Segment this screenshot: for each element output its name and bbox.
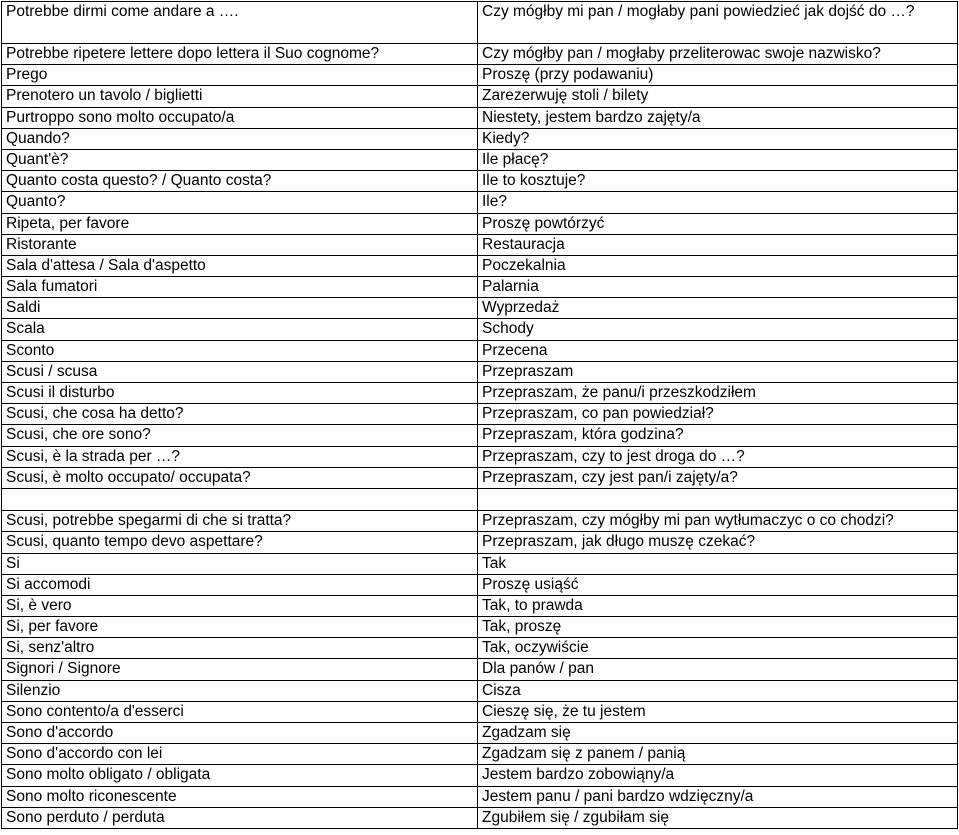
italian-phrase-cell: Sono molto riconescente — [2, 786, 478, 807]
table-row — [2, 86, 958, 107]
table-row — [2, 532, 958, 553]
table-row — [2, 680, 958, 701]
polish-translation-cell: Zgadzam się z panem / panią — [478, 744, 958, 765]
italian-phrase-cell — [2, 488, 478, 510]
polish-translation-cell: Cisza — [478, 680, 958, 701]
table-row — [2, 617, 958, 638]
polish-translation-cell: Tak, oczywiście — [478, 638, 958, 659]
italian-phrase-cell: Scusi, potrebbe spegarmi di che si tratta? — [2, 511, 478, 532]
polish-translation-cell: Tak, to prawda — [478, 595, 958, 616]
table-row — [2, 553, 958, 574]
italian-phrase-cell: Sono perduto / perduta — [2, 807, 478, 828]
polish-translation-cell: Przepraszam, czy to jest droga do …? — [478, 446, 958, 467]
italian-phrase-cell: Prego — [2, 65, 478, 86]
table-row — [2, 659, 958, 680]
polish-translation-cell: Przepraszam, że panu/i przeszkodziłem — [478, 383, 958, 404]
italian-phrase-cell: Saldi — [2, 298, 478, 319]
polish-translation-cell: Poczekalnia — [478, 255, 958, 276]
table-row — [2, 807, 958, 828]
polish-translation-cell: Zarezerwuję stoli / bilety — [478, 86, 958, 107]
italian-phrase-cell: Scusi / scusa — [2, 361, 478, 382]
table-row — [2, 149, 958, 170]
table-row — [2, 234, 958, 255]
polish-translation-cell: Przecena — [478, 340, 958, 361]
polish-translation-cell: Palarnia — [478, 277, 958, 298]
polish-translation-cell: Przepraszam — [478, 361, 958, 382]
table-row — [2, 765, 958, 786]
italian-phrase-cell: Potrebbe dirmi come andare a …. — [2, 2, 478, 44]
table-row — [2, 511, 958, 532]
italian-phrase-cell: Ristorante — [2, 234, 478, 255]
polish-translation-cell: Przepraszam, co pan powiedział? — [478, 404, 958, 425]
italian-phrase-cell: Si — [2, 553, 478, 574]
polish-translation-cell: Czy mógłby pan / mogłaby przeliterowac swoje nazwisko? — [478, 44, 958, 65]
italian-phrase-cell: Si, senz'altro — [2, 638, 478, 659]
italian-phrase-cell: Signori / Signore — [2, 659, 478, 680]
table-row — [2, 638, 958, 659]
polish-translation-cell: Ile? — [478, 192, 958, 213]
polish-translation-cell: Ile płacę? — [478, 149, 958, 170]
italian-phrase-cell: Ripeta, per favore — [2, 213, 478, 234]
polish-translation-cell: Proszę (przy podawaniu) — [478, 65, 958, 86]
polish-translation-cell: Tak, proszę — [478, 617, 958, 638]
table-row — [2, 213, 958, 234]
italian-phrase-cell: Silenzio — [2, 680, 478, 701]
italian-phrase-cell: Quant'è? — [2, 149, 478, 170]
polish-translation-cell: Czy mógłby mi pan / mogłaby pani powiedzieć jak dojść do …? — [478, 2, 958, 44]
polish-translation-cell: Tak — [478, 553, 958, 574]
polish-translation-cell: Jestem bardzo zobowiąny/a — [478, 765, 958, 786]
polish-translation-cell: Niestety, jestem bardzo zajęty/a — [478, 107, 958, 128]
table-row — [2, 488, 958, 510]
table-row — [2, 383, 958, 404]
polish-translation-cell: Jestem panu / pani bardzo wdzięczny/a — [478, 786, 958, 807]
table-row — [2, 723, 958, 744]
italian-phrase-cell: Purtroppo sono molto occupato/a — [2, 107, 478, 128]
table-row — [2, 65, 958, 86]
table-row — [2, 298, 958, 319]
polish-translation-cell: Przepraszam, czy mógłby mi pan wytłumaczyc o co chodzi? — [478, 511, 958, 532]
italian-phrase-cell: Scusi, è la strada per …? — [2, 446, 478, 467]
italian-phrase-cell: Scusi, che cosa ha detto? — [2, 404, 478, 425]
polish-translation-cell: Proszę powtórzyć — [478, 213, 958, 234]
polish-translation-cell: Proszę usiąść — [478, 574, 958, 595]
table-row — [2, 107, 958, 128]
polish-translation-cell: Wyprzedaż — [478, 298, 958, 319]
table-row — [2, 786, 958, 807]
polish-translation-cell: Zgubiłem się / zgubiłam się — [478, 807, 958, 828]
italian-phrase-cell: Scusi il disturbo — [2, 383, 478, 404]
polish-translation-cell — [478, 488, 958, 510]
polish-translation-cell: Dla panów / pan — [478, 659, 958, 680]
polish-translation-cell: Zgadzam się — [478, 723, 958, 744]
italian-phrase-cell: Quando? — [2, 128, 478, 149]
table-row — [2, 171, 958, 192]
polish-translation-cell: Restauracja — [478, 234, 958, 255]
table-row — [2, 744, 958, 765]
italian-phrase-cell: Sono d'accordo con lei — [2, 744, 478, 765]
table-row — [2, 319, 958, 340]
polish-translation-cell: Schody — [478, 319, 958, 340]
italian-phrase-cell: Scusi, quanto tempo devo aspettare? — [2, 532, 478, 553]
table-row — [2, 404, 958, 425]
polish-translation-cell: Przepraszam, jak długo muszę czekać? — [478, 532, 958, 553]
italian-phrase-cell: Si, per favore — [2, 617, 478, 638]
italian-phrase-cell: Sconto — [2, 340, 478, 361]
table-row — [2, 255, 958, 276]
italian-phrase-cell: Potrebbe ripetere lettere dopo lettera il Suo cognome? — [2, 44, 478, 65]
table-row — [2, 701, 958, 722]
italian-phrase-cell: Scala — [2, 319, 478, 340]
table-row — [2, 446, 958, 467]
table-row — [2, 2, 958, 44]
italian-phrase-cell: Scusi, è molto occupato/ occupata? — [2, 467, 478, 488]
table-row — [2, 340, 958, 361]
italian-phrase-cell: Si, è vero — [2, 595, 478, 616]
phrase-table — [1, 1, 958, 829]
polish-translation-cell: Ile to kosztuje? — [478, 171, 958, 192]
table-row — [2, 425, 958, 446]
italian-phrase-cell: Si accomodi — [2, 574, 478, 595]
table-row — [2, 574, 958, 595]
italian-phrase-cell: Sono contento/a d'esserci — [2, 701, 478, 722]
table-row — [2, 467, 958, 488]
italian-phrase-cell: Quanto? — [2, 192, 478, 213]
phrase-table-body — [2, 2, 958, 829]
table-row — [2, 277, 958, 298]
polish-translation-cell: Przepraszam, czy jest pan/i zajęty/a? — [478, 467, 958, 488]
table-row — [2, 595, 958, 616]
polish-translation-cell: Cieszę się, że tu jestem — [478, 701, 958, 722]
table-row — [2, 192, 958, 213]
polish-translation-cell: Przepraszam, która godzina? — [478, 425, 958, 446]
italian-phrase-cell: Sono d'accordo — [2, 723, 478, 744]
italian-phrase-cell: Sono molto obligato / obligata — [2, 765, 478, 786]
table-row — [2, 361, 958, 382]
table-row — [2, 128, 958, 149]
italian-phrase-cell: Sala fumatori — [2, 277, 478, 298]
italian-phrase-cell: Prenotero un tavolo / biglietti — [2, 86, 478, 107]
italian-phrase-cell: Sala d'attesa / Sala d'aspetto — [2, 255, 478, 276]
italian-phrase-cell: Quanto costa questo? / Quanto costa? — [2, 171, 478, 192]
table-row — [2, 44, 958, 65]
italian-phrase-cell: Scusi, che ore sono? — [2, 425, 478, 446]
polish-translation-cell: Kiedy? — [478, 128, 958, 149]
